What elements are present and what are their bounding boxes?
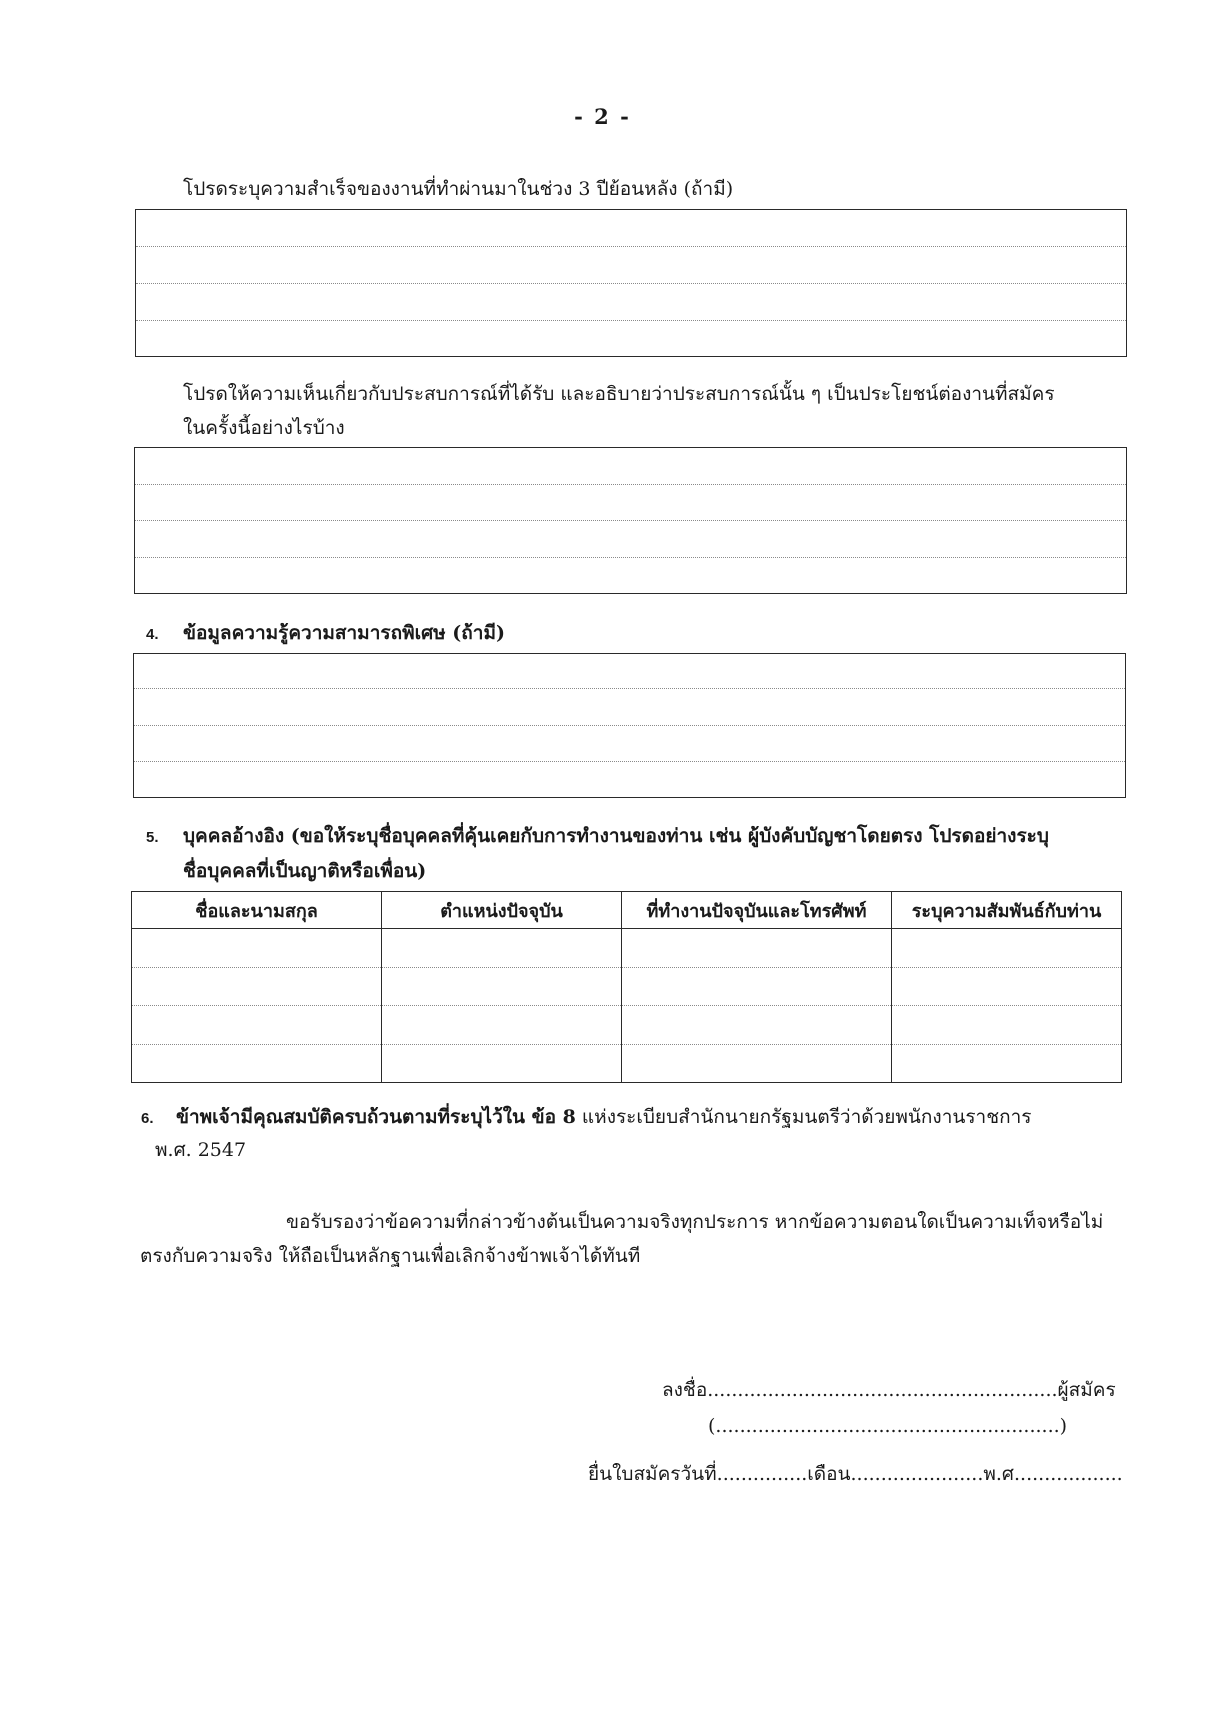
section4-title: ข้อมูลความรู้ความสามารถพิเศษ (ถ้ามี)	[183, 622, 505, 644]
table-cell[interactable]	[622, 929, 892, 968]
table-cell[interactable]	[622, 1006, 892, 1045]
section6-line2: พ.ศ. 2547	[155, 1139, 247, 1161]
column-header-relationship: ระบุความสัมพันธ์กับท่าน	[892, 892, 1122, 929]
writing-line	[135, 520, 1126, 521]
writing-line	[136, 320, 1126, 321]
table-cell[interactable]	[382, 929, 622, 968]
section6-line1	[176, 1105, 1032, 1129]
table-cell[interactable]	[132, 1006, 382, 1045]
table-cell[interactable]	[892, 1044, 1122, 1083]
writing-line	[136, 246, 1126, 247]
experience-answer-box[interactable]	[134, 447, 1127, 594]
column-header-position: ตำแหน่งปัจจุบัน	[382, 892, 622, 929]
table-cell[interactable]	[132, 929, 382, 968]
table-row	[132, 1006, 1122, 1045]
references-table	[131, 891, 1122, 1083]
table-cell[interactable]	[892, 929, 1122, 968]
achievements-prompt: โปรดระบุความสำเร็จของงานที่ทำผ่านมาในช่วง 3 ปีย้อนหลัง (ถ้ามี)	[183, 178, 734, 200]
page-number: - 2 -	[574, 104, 631, 129]
table-cell[interactable]	[132, 967, 382, 1006]
writing-line	[134, 688, 1125, 689]
writing-line	[135, 557, 1126, 558]
table-cell[interactable]	[132, 1044, 382, 1083]
special-skills-answer-box[interactable]	[133, 653, 1126, 798]
section6-number: 6.	[141, 1110, 154, 1127]
table-cell[interactable]	[892, 967, 1122, 1006]
achievements-answer-box[interactable]	[135, 209, 1127, 357]
table-row	[132, 967, 1122, 1006]
experience-prompt-line2: ในครั้งนี้อย่างไรบ้าง	[183, 417, 345, 439]
experience-prompt-line1: โปรดให้ความเห็นเกี่ยวกับประสบการณ์ที่ได้รับ และอธิบายว่าประสบการณ์นั้น ๆ เป็นประโยชน์ต่องานที่สมัคร	[183, 383, 1055, 405]
table-cell[interactable]	[622, 967, 892, 1006]
writing-line	[135, 484, 1126, 485]
column-header-workplace-phone: ที่ทำงานปัจจุบันและโทรศัพท์	[622, 892, 892, 929]
table-cell[interactable]	[622, 1044, 892, 1083]
table-cell[interactable]	[892, 1006, 1122, 1045]
application-date-line[interactable]: ยื่นใบสมัครวันที่...............เดือน......................พ.ศ..................	[588, 1463, 1123, 1485]
writing-line	[134, 725, 1125, 726]
table-cell[interactable]	[382, 1006, 622, 1045]
section5-number: 5.	[146, 829, 159, 846]
section6-line1-bold: ข้าพเจ้ามีคุณสมบัติครบถ้วนตามที่ระบุไว้ใน ข้อ 8	[176, 1106, 576, 1128]
certification-line2: ตรงกับความจริง ให้ถือเป็นหลักฐานเพื่อเลิกจ้างข้าพเจ้าได้ทันที	[140, 1245, 641, 1267]
section4-number: 4.	[146, 626, 159, 643]
signature-line[interactable]: ลงชื่อ..........................................................ผู้สมัคร	[662, 1379, 1116, 1401]
section5-title-line2: ชื่อบุคคลที่เป็นญาติหรือเพื่อน)	[183, 860, 427, 882]
column-header-name: ชื่อและนามสกุล	[132, 892, 382, 929]
certification-line1: ขอรับรองว่าข้อความที่กล่าวข้างต้นเป็นความจริงทุกประการ หากข้อความตอนใดเป็นความเท็จหรือไม่	[286, 1211, 1104, 1233]
writing-line	[134, 761, 1125, 762]
table-row	[132, 1044, 1122, 1083]
section6-line1-rest: แห่งระเบียบสำนักนายกรัฐมนตรีว่าด้วยพนักงานราชการ	[581, 1106, 1032, 1128]
printed-name-line[interactable]: (.........................................................)	[708, 1415, 1068, 1437]
writing-line	[136, 283, 1126, 284]
references-table-header	[132, 892, 1122, 929]
table-cell[interactable]	[382, 1044, 622, 1083]
section5-title-line1: บุคคลอ้างอิง (ขอให้ระบุชื่อบุคคลที่คุ้นเคยกับการทำงานของท่าน เช่น ผู้บังคับบัญชาโดยตรง โปรดอย่างระบุ	[183, 825, 1049, 847]
table-row	[132, 929, 1122, 968]
table-cell[interactable]	[382, 967, 622, 1006]
